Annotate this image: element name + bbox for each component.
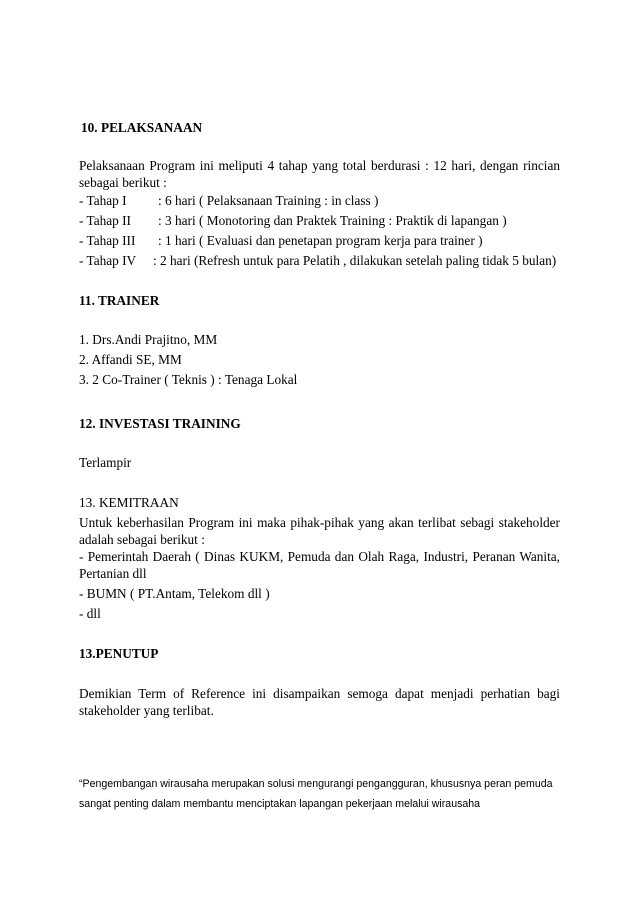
stage-row bbox=[79, 252, 560, 272]
kemitraan-intro: Untuk keberhasilan Program ini maka pihak-pihak yang akan terlibat sebagi stakeholder adalah sebagai berikut : bbox=[79, 515, 560, 547]
stage-detail: : 2 hari (Refresh untuk para Pelatih , dilakukan setelah paling tidak 5 bulan) bbox=[153, 253, 557, 268]
kemitraan-item: - Pemerintah Daerah ( Dinas KUKM, Pemuda dan Olah Raga, Industri, Peranan Wanita, Pertanian dll bbox=[79, 549, 560, 581]
list-item: 2. Affandi SE, MM bbox=[79, 352, 182, 367]
list-item: 1. Drs.Andi Prajitno, MM bbox=[79, 332, 218, 347]
kemitraan-item: - dll bbox=[79, 606, 101, 621]
stage-label: - Tahap I bbox=[79, 193, 127, 208]
heading-kemitraan: 13. KEMITRAAN bbox=[79, 495, 179, 510]
footer-quote bbox=[79, 774, 569, 814]
kemitraan-item: - BUMN ( PT.Antam, Telekom dll ) bbox=[79, 586, 270, 601]
investasi-text: Terlampir bbox=[79, 455, 132, 470]
stage-list bbox=[79, 192, 560, 272]
heading-trainer: 11. TRAINER bbox=[79, 293, 160, 308]
stage-row bbox=[79, 192, 560, 212]
stage-detail: : 1 hari ( Evaluasi dan penetapan program kerja para trainer ) bbox=[158, 233, 483, 248]
stage-detail: : 3 hari ( Monotoring dan Praktek Training : Praktik di lapangan ) bbox=[158, 213, 507, 228]
heading-investasi: 12. INVESTASI TRAINING bbox=[79, 416, 241, 431]
list-item: 3. 2 Co-Trainer ( Teknis ) : Tenaga Lokal bbox=[79, 372, 298, 387]
stage-row bbox=[79, 212, 560, 232]
stage-detail: : 6 hari ( Pelaksanaan Training : in class ) bbox=[158, 193, 379, 208]
footer-line: sangat penting dalam membantu menciptakan lapangan pekerjaan melalui wirausaha bbox=[79, 798, 481, 810]
heading-pelaksanaan: 10. PELAKSANAAN bbox=[81, 120, 203, 135]
stage-label: - Tahap II bbox=[79, 213, 131, 228]
footer-line: “Pengembangan wirausaha merupakan solusi mengurangi pengangguran, khususnya peran pemuda bbox=[79, 778, 553, 790]
heading-penutup: 13.PENUTUP bbox=[79, 646, 159, 661]
stage-label: - Tahap IV bbox=[79, 253, 137, 268]
trainer-list bbox=[79, 331, 560, 391]
penutup-text: Demikian Term of Reference ini disampaikan semoga dapat menjadi perhatian bagi stakeholder yang terlibat. bbox=[79, 686, 560, 718]
pelaksanaan-intro: Pelaksanaan Program ini meliputi 4 tahap yang total berdurasi : 12 hari, dengan rincian sebagai berikut : bbox=[79, 158, 560, 190]
stage-label: - Tahap III bbox=[79, 233, 136, 248]
stage-row bbox=[79, 232, 560, 252]
